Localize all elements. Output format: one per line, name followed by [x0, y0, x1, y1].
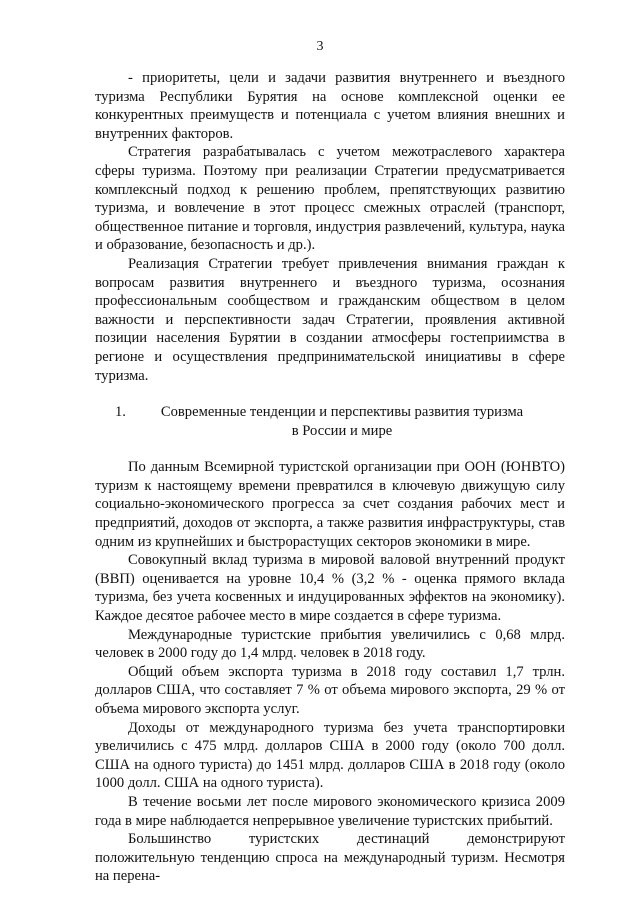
intro-paragraph-2: Стратегия разрабатывалась с учетом межотраслевого характера сферы туризма. Поэтому при реализации Стратегии предусматривается комплексный подход к решению проблем, препятствующих развитию туризма, и вовлечение в этот процесс смежных отраслей (транспорт, общественное питание и торговля, индустрия развлечений, культура, наука и образование, безопасность и др.).	[95, 144, 565, 254]
intro-paragraph-1: - приоритеты, цели и задачи развития внутреннего и въездного туризма Республики Бурятия на основе комплексной оценки ее конкурентных преимуществ и потенциала с учетом влияния внешних и внутренних факторов.	[95, 70, 565, 142]
section-title-line-1: Современные тенденции и перспективы развития туризма	[160, 404, 524, 421]
body-paragraph: Общий объем экспорта туризма в 2018 году составил 1,7 трлн. долларов США, что составляет 7 % от объема мирового экспорта, 29 % от объема мирового экспорта услуг.	[95, 663, 565, 717]
body-paragraph: Совокупный вклад туризма в мировой валовой внутренний продукт (ВВП) оценивается на уровне 10,4 % (3,2 % - оценка прямого вклада туризма, без учета косвенных и индуцированных эффектов на экономику). Каждое десятое рабочее место в мире создается в сфере туризма.	[95, 552, 565, 625]
section-title-line-2: в России и мире	[291, 422, 393, 439]
body-paragraph: Большинство туристских дестинаций демонстрируют положительную тенденцию спроса на международный туризм. Несмотря на перена-	[95, 831, 565, 885]
body-paragraph: Доходы от международного туризма без учета транспортировки увеличились с 475 млрд. долларов США в 2000 году (около 700 долл. США на одного туриста) до 1451 млрд. долларов США в 2018 году (около 1000 долл. США на одного туриста).	[95, 719, 565, 792]
page-number: 3	[316, 39, 324, 54]
section-number: 1.	[115, 404, 126, 421]
body-paragraph: Международные туристские прибытия увеличились с 0,68 млрд. человек в 2000 году до 1,4 млрд. человек в 2018 году.	[95, 626, 565, 662]
section-heading	[95, 403, 565, 440]
body-paragraph: В течение восьми лет после мирового экономического кризиса 2009 года в мире наблюдается непрерывное увеличение туристских прибытий.	[95, 793, 565, 829]
intro-paragraph-3: Реализация Стратегии требует привлечения внимания граждан к вопросам развития внутреннего и въездного туризма, осознания профессиональным сообществом и гражданским обществом в целом важности и перспективности задач Стратегии, проявления активной позиции населения Бурятии в создании атмосферы гостеприимства в регионе и осуществления предпринимательской инициативы в сфере туризма.	[95, 255, 565, 384]
document-body	[95, 69, 565, 886]
body-paragraph: По данным Всемирной туристской организации при ООН (ЮНВТО) туризм к настоящему времени превратился в ключевую движущую силу социально-экономического прогресса за счет создания рабочих мест и предприятий, доходов от экспорта, а также развития инфраструктуры, став одним из крупнейших и быстрорастущих секторов экономики в мире.	[95, 459, 565, 550]
